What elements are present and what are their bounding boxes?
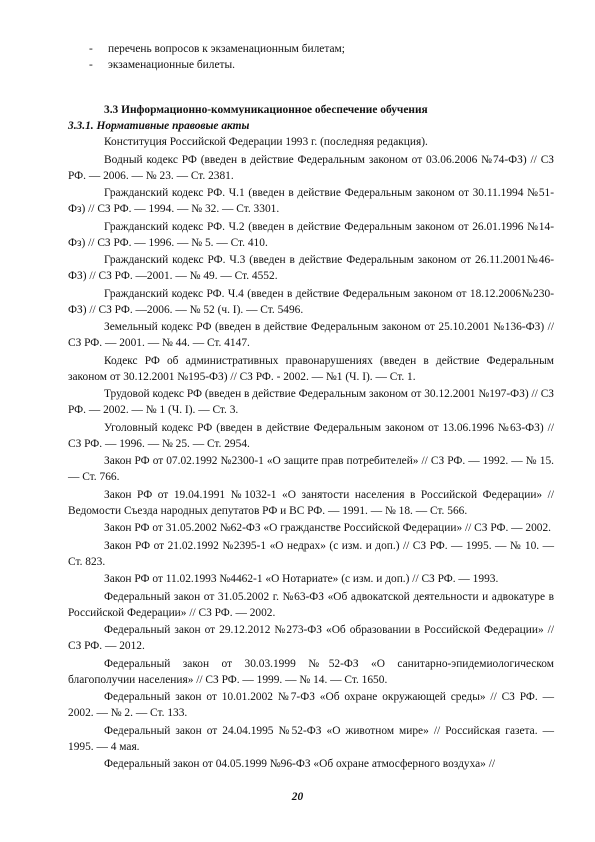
section-title: 3.3 Информационно-коммуникационное обеспечение обучения — [104, 104, 428, 116]
paragraph: Закон РФ от 19.04.1991 №1032-1 «О занятости населения в Российской Федерации» // Ведомости Съезда народных депутатов РФ и ВС РФ. — 1991. — № 18. — Ст. 566. — [68, 488, 554, 517]
paragraph: Гражданский кодекс РФ. Ч.1 (введен в действие Федеральным законом от 30.11.1994 №51-Фз) // СЗ РФ. — 1994. — № 32. — Ст. 3301. — [68, 187, 554, 215]
paragraph: Закон РФ от 31.05.2002 №62-ФЗ «О гражданстве Российской Федерации» // СЗ РФ. — 2002. — [104, 522, 552, 534]
paragraph: Трудовой кодекс РФ (введен в действие Федеральным законом от 30.12.2001 №197-ФЗ) // СЗ РФ. — 2002. — № 1 (Ч. I). — Ст. 3. — [68, 388, 554, 416]
paragraph: Федеральный закон от 10.01.2002 №7-ФЗ «Об охране окружающей среды» // СЗ РФ. — 2002. — № 2. — Ст. 133. — [68, 691, 554, 719]
paragraph: Федеральный закон от 31.05.2002 г. №63-ФЗ «Об адвокатской деятельности и адвокатуре в Российской Федерации» // СЗ РФ. — 2002. — [68, 590, 554, 619]
paragraph: Федеральный закон от 24.04.1995 №52-ФЗ «О животном мире» // Российская газета. — 1995. — 4 мая. — [68, 724, 554, 753]
paragraph: Федеральный закон от 04.05.1999 №96-ФЗ «Об охране атмосферного воздуха» // — [104, 758, 496, 770]
paragraph: Закон РФ от 21.02.1992 №2395-1 «О недрах» (с изм. и доп.) // СЗ РФ. — 1995. — № 10. — Ст. 823. — [68, 539, 554, 568]
paragraph: Гражданский кодекс РФ. Ч.2 (введен в действие Федеральным законом от 26.01.1996 №14-Фз) // СЗ РФ. — 1996. — № 5. — Ст. 410. — [68, 220, 554, 249]
paragraph: Федеральный закон от 29.12.2012 №273-ФЗ «Об образовании в Российской Федерации» // СЗ РФ. — 2012. — [68, 624, 554, 652]
page-number: 20 — [291, 791, 304, 803]
paragraph: Кодекс РФ об административных правонарушениях (введен в действие Федеральным законом от 30.12.2001 №195-ФЗ) // СЗ РФ. - 2002. — №1 (Ч. I). — Ст. 1. — [68, 354, 554, 383]
bullet-dash: - — [89, 43, 93, 55]
paragraph: Водный кодекс РФ (введен в действие Федеральным законом от 03.06.2006 №74-ФЗ) // СЗ РФ. — 2006. — № 23. — Ст. 2381. — [68, 153, 554, 182]
paragraph: Гражданский кодекс РФ. Ч.3 (введен в действие Федеральным законом от 26.11.2001№46-ФЗ) // СЗ РФ. —2001. — № 49. — Ст. 4552. — [68, 254, 554, 282]
subsection-title: 3.3.1. Нормативные правовые акты — [68, 120, 250, 132]
paragraph: Закон РФ от 11.02.1993 №4462-1 «О Нотариате» (с изм. и доп.) // СЗ РФ. — 1993. — [104, 573, 499, 585]
bullet-text: экзаменационные билеты. — [108, 59, 235, 71]
paragraph: Конституция Российской Федерации 1993 г. (последняя редакция). — [104, 136, 428, 148]
bullet-item — [68, 41, 554, 57]
paragraph: Закон РФ от 07.02.1992 №2300-1 «О защите прав потребителей» // СЗ РФ. — 1992. — № 15. — Ст. 766. — [68, 455, 554, 483]
paragraph: Федеральный закон от 30.03.1999 №52-ФЗ «О санитарно-эпидемиологическом благополучии населения» // СЗ РФ. — 1999. — № 14. — Ст. 1650. — [68, 657, 554, 686]
bullet-dash: - — [89, 59, 93, 71]
bullet-item — [68, 57, 554, 73]
paragraph: Гражданский кодекс РФ. Ч.4 (введен в действие Федеральным законом от 18.12.2006№230-ФЗ) // СЗ РФ. —2006. — № 52 (ч. I). — Ст. 5496. — [68, 287, 554, 316]
paragraph: Уголовный кодекс РФ (введен в действие Федеральным законом от 13.06.1996 №63-ФЗ) // СЗ РФ. — 1996. — № 25. — Ст. 2954. — [68, 421, 554, 450]
bullet-text: перечень вопросов к экзаменационным билетам; — [108, 43, 345, 55]
page-content — [68, 41, 554, 774]
paragraph: Земельный кодекс РФ (введен в действие Федеральным законом от 25.10.2001 №136-ФЗ) // СЗ РФ. — 2001. — № 44. — Ст. 4147. — [68, 321, 554, 349]
